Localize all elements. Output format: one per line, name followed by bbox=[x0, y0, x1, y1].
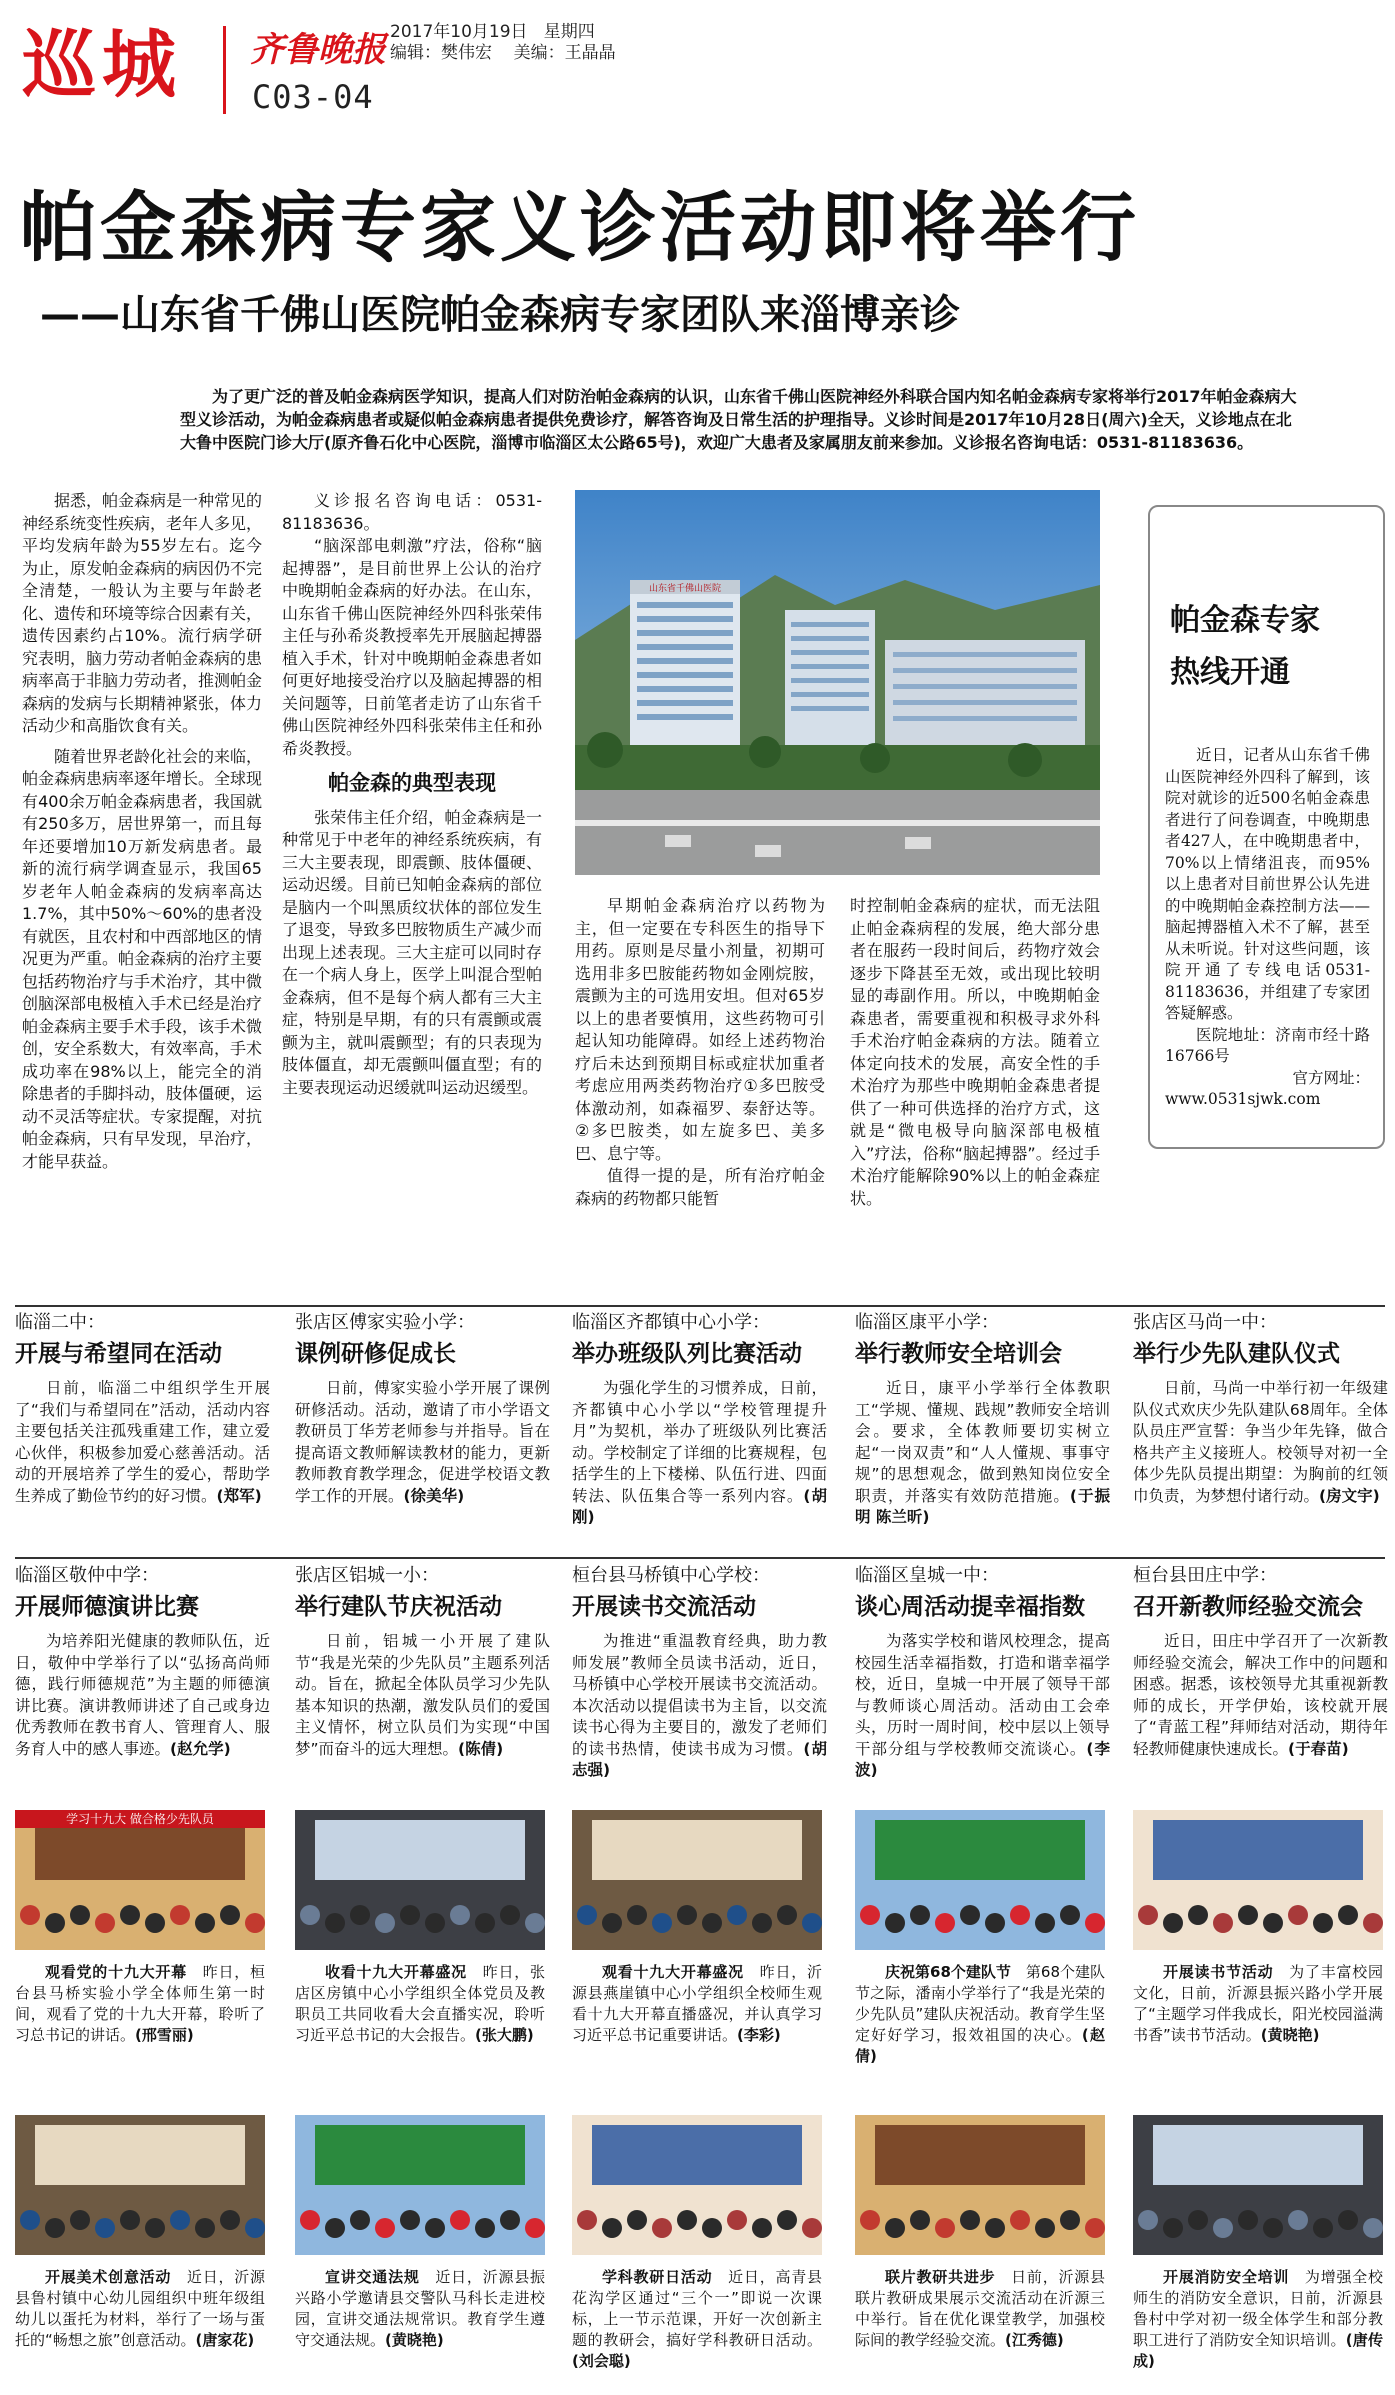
caption-text: 昨日，桓台县马桥实验小学全体师生第一时间，观看了党的十九大开幕，聆听了习总书记的讲话。 bbox=[15, 1963, 265, 2044]
masthead-meta bbox=[390, 22, 616, 64]
news-title: 举行少先队建队仪式 bbox=[1133, 1341, 1340, 1367]
news-item bbox=[572, 1565, 827, 1782]
news-credit: (郑军) bbox=[216, 1486, 262, 1505]
divider bbox=[15, 1557, 1385, 1559]
news-item bbox=[572, 1312, 827, 1529]
photo bbox=[1133, 1810, 1383, 1950]
issue-weekday: 星期四 bbox=[543, 22, 595, 42]
photo-illustration bbox=[572, 1810, 822, 1950]
hotline-text: 近日，记者从山东省千佛山医院神经外四科了解到，该院对就诊的近500名帕金森患者进行了问卷调查，中晚期患者427人，在中晚期患者中，70%以上情绪沮丧，而95%以上患者对目前世界公认先进的中晚期帕金森控制方法——脑起搏器植入术不了解，甚至从未听说。针对这些问题，该院开通了专线电话0531-81183636，并组建了专家团答疑解惑。 bbox=[1165, 746, 1370, 1022]
news-item bbox=[15, 1312, 270, 1507]
news-title: 谈心周活动提幸福指数 bbox=[855, 1594, 1085, 1620]
photo bbox=[15, 2115, 265, 2255]
divider bbox=[15, 1305, 1385, 1307]
news-credit: (赵允学) bbox=[170, 1739, 231, 1758]
news-title: 举办班级队列比赛活动 bbox=[572, 1341, 802, 1367]
news-text: 为落实学校和谐风校理念，提高校园生活幸福指数，打造和谐幸福学校，近日，皇城一中开展了领导干部与教师谈心周活动。活动由工会牵头，历时一周时间，校中层以上领导干部分组与学校教师交流谈心。 bbox=[855, 1632, 1110, 1758]
news-text: 近日，康平小学举行全体教职工“学规、懂规、践规”教师安全培训会。要求，全体教师要切实树立起“一岗双责”和“人人懂规、事事守规”的思想观念，做到熟知岗位安全职责，并落实有效防范措施。 bbox=[855, 1379, 1110, 1505]
news-text: 日前，铝城一小开展了建队节“我是光荣的少先队员”主题系列活动。旨在，掀起全体队员学习少先队基本知识的热潮，激发队员们的爱国主义情怀，树立队员们为实现“中国梦”而奋斗的远大理想。 bbox=[295, 1632, 550, 1758]
designer-credit: 美编：王晶晶 bbox=[513, 43, 616, 63]
news-text: 为培养阳光健康的教师队伍，近日，敬仲中学举行了以“弘扬高尚师德，践行师德规范”为主题的师德演讲比赛。演讲教师讲述了自己或身边优秀教师在教书育人、管理育人、服务育人中的感人事迹。 bbox=[15, 1632, 270, 1758]
photo-caption bbox=[572, 2267, 822, 2372]
caption-title: 学科教研日活动 bbox=[602, 2268, 713, 2286]
photo-caption bbox=[855, 2267, 1105, 2351]
caption-title: 开展美术创意活动 bbox=[45, 2268, 172, 2286]
news-kicker: 桓台县马桥镇中心学校： bbox=[572, 1565, 770, 1586]
photo-caption bbox=[15, 1962, 265, 2046]
news-credit: (胡刚) bbox=[572, 1486, 827, 1526]
news-title: 课例研修促成长 bbox=[295, 1341, 456, 1367]
caption-title: 庆祝第68个建队节 bbox=[885, 1963, 1011, 1981]
photo-illustration bbox=[1133, 1810, 1383, 1950]
section-heading: 帕金森的典型表现 bbox=[328, 771, 496, 795]
news-body bbox=[15, 1378, 270, 1507]
news-credit: (胡志强) bbox=[572, 1739, 827, 1779]
news-credit: (陈倩) bbox=[458, 1739, 504, 1758]
paragraph: 随着世界老龄化社会的来临，帕金森病患病率逐年增长。全球现有400余万帕金森病患者，我国就有250多万，居世界第一，而且每年还要增加10万新发病患者。最新的流行病学调查显示，我国65岁老年人帕金森病的发病率高达1.7%，其中50%～60%的患者没有就医，且农村和中西部地区的情况更为严重。帕金森病的治疗主要包括药物治疗与手术治疗，其中微创脑深部电极植入手术已经是治疗帕金森病主要手术手段，该手术微创，安全系数大，有效率高，手术成功率在98%以上，能完全的消除患者的手脚抖动，肢体僵硬，运动不灵活等症状。专家提醒，对抗帕金森病，只有早发现，早治疗，才能早获益。 bbox=[22, 746, 263, 1171]
caption-credit: (刘会聪) bbox=[572, 2352, 631, 2370]
photo-caption bbox=[572, 1962, 822, 2046]
photo-caption bbox=[855, 1962, 1105, 2067]
news-credit: (李波) bbox=[855, 1739, 1110, 1779]
caption-text: 第68个建队节之际，潘南小学举行了“我是光荣的少先队员”建队庆祝活动。教育学生坚定好好学习，报效祖国的决心。 bbox=[855, 1963, 1105, 2044]
caption-title: 收看十九大开幕盛况 bbox=[325, 1963, 467, 1981]
photo-illustration bbox=[855, 1810, 1105, 1950]
photo bbox=[572, 1810, 822, 1950]
news-item bbox=[1133, 1312, 1388, 1507]
news-body bbox=[1133, 1378, 1388, 1507]
news-body bbox=[572, 1631, 827, 1782]
article-column-3 bbox=[575, 895, 825, 1210]
caption-title: 开展读书节活动 bbox=[1163, 1963, 1274, 1981]
photo-illustration bbox=[295, 2115, 545, 2255]
news-credit: (于春苗) bbox=[1288, 1739, 1349, 1758]
caption-credit: (邢雪丽) bbox=[135, 2026, 194, 2044]
photo bbox=[1133, 2115, 1383, 2255]
photo bbox=[572, 2115, 822, 2255]
news-text: 日前，傅家实验小学开展了课例研修活动。活动，邀请了市小学语文教研员丁华芳老师参与并指导。旨在提高语文教师解读教材的能力，更新教师教育教学理念，促进学校语文教学工作的开展。 bbox=[295, 1379, 550, 1505]
photo bbox=[295, 1810, 545, 1950]
section-name: 巡城 bbox=[22, 22, 182, 108]
lead-paragraph: 为了更广泛的普及帕金森病医学知识，提高人们对防治帕金森病的认识，山东省千佛山医院神经外科联合国内知名帕金森病专家将举行2017年帕金森病大型义诊活动，为帕金森病患者或疑似帕金森病患者提供免费诊疗，解答咨询及日常生活的护理指导。义诊时间是2017年10月28日(周六)全天，义诊地点在北大鲁中医院门诊大厅(原齐鲁石化中心医院，淄博市临淄区太公路65号)，欢迎广大患者及家属朋友前来参加。义诊报名咨询电话：0531-81183636。 bbox=[180, 387, 1297, 452]
photo-caption bbox=[295, 1962, 545, 2046]
caption-text: 为了丰富校园文化，日前，沂源县振兴路小学开展了“主题学习伴我成长，阳光校园溢满书香”读书节活动。 bbox=[1133, 1963, 1383, 2044]
hotline-title-line: 热线开通 bbox=[1170, 655, 1290, 690]
news-body bbox=[1133, 1631, 1388, 1760]
news-kicker: 张店区马尚一中： bbox=[1133, 1312, 1277, 1333]
editor-credit: 编辑：樊伟宏 bbox=[390, 43, 492, 63]
hospital-photo bbox=[575, 490, 1100, 875]
article-column-1 bbox=[22, 490, 262, 1173]
caption-text: 近日，高青县花沟学区通过“三个一”即说一次课标，上一节示范课，开好一次创新主题的教研会，搞好学科教研日活动。 bbox=[572, 2268, 822, 2349]
photo-illustration bbox=[15, 1810, 265, 1950]
caption-title: 观看十九大开幕盛况 bbox=[602, 1963, 744, 1981]
news-item bbox=[295, 1312, 550, 1507]
caption-credit: (赵倩) bbox=[855, 2026, 1105, 2065]
page-number: C03-04 bbox=[252, 78, 374, 116]
photo bbox=[855, 1810, 1105, 1950]
paragraph: 张荣伟主任介绍，帕金森病是一种常见于中老年的神经系统疾病，有三大主要表现，即震颤、肢体僵硬、运动迟缓。目前已知帕金森病的部位是脑内一个叫黑质纹状体的部位发生了退变，导致多巴胺物质生产减少而出现上述表现。三大主症可以同时存在一个病人身上，医学上叫混合型帕金森病，但不是每个病人都有三大主症，特别是早期，有的只有震颤或震颤为主，就叫震颤型；有的只表现为肢体僵直，却无震颤叫僵直型；有的主要表现运动迟缓就叫运动迟缓型。 bbox=[282, 807, 542, 1097]
news-item bbox=[15, 1565, 270, 1760]
hotline-website-label: 官方网址： bbox=[1292, 1068, 1370, 1087]
photo-caption bbox=[15, 2267, 265, 2351]
caption-text: 近日，沂源县鲁村镇中心幼儿园组织中班年级组幼儿以蛋托为材料，举行了一场与蛋托的“畅想之旅”创意活动。 bbox=[15, 2268, 265, 2349]
news-kicker: 桓台县田庄中学： bbox=[1133, 1565, 1277, 1586]
news-item bbox=[855, 1565, 1110, 1782]
paragraph: “脑深部电刺激”疗法，俗称“脑起搏器”，是目前世界上公认的治疗中晚期帕金森病的好办法。在山东，山东省千佛山医院神经外四科张荣伟主任与孙希炎教授率先开展脑起搏器植入手术，针对中晚期帕金森患者如何更好地接受治疗以及脑起搏器的相关问题等，日前笔者走访了山东省千佛山医院神经外四科张荣伟主任和孙希炎教授。 bbox=[282, 536, 542, 758]
news-item bbox=[1133, 1565, 1388, 1760]
news-text: 日前，临淄二中组织学生开展了“我们与希望同在”活动，活动内容主要包括关注孤残重建工作，建立爱心伙伴，积极参加爱心慈善活动。活动的开展培养了学生的爱心，帮助学生养成了勤俭节约的好习惯。 bbox=[15, 1379, 270, 1505]
photo bbox=[15, 1810, 265, 1950]
news-title: 开展读书交流活动 bbox=[572, 1594, 756, 1620]
newspaper-name: 齐鲁晚报 bbox=[250, 30, 386, 70]
caption-title: 观看党的十九大开幕 bbox=[45, 1963, 187, 1981]
article-column-4 bbox=[850, 895, 1100, 1210]
hospital-sign: 山东省千佛山医院 bbox=[648, 584, 722, 594]
news-body bbox=[295, 1378, 550, 1507]
paragraph: 据悉，帕金森病是一种常见的神经系统变性疾病，老年人多见，平均发病年龄为55岁左右。迄今为止，原发帕金森病的病因仍不完全清楚，一般认为主要与年龄老化、遗传和环境等综合因素有关，遗传因素约占10%。流行病学研究表明，脑力劳动者帕金森病的患病率高于非脑力劳动者，推测帕金森病的发病与长期精神紧张，体力活动少和高脂饮食有关。 bbox=[22, 491, 263, 735]
caption-title: 联片教研共进步 bbox=[885, 2268, 996, 2286]
hotline-title-line: 帕金森专家 bbox=[1170, 603, 1320, 638]
news-item bbox=[295, 1565, 550, 1760]
news-text: 为推进“重温教育经典，助力教师发展”教师全员读书活动，近日，马桥镇中心学校开展读书交流活动。本次活动以提倡读书为主旨，以交流读书心得为主要目的，激发了老师们的读书热情，使读书成为习惯。 bbox=[572, 1632, 827, 1758]
news-item bbox=[855, 1312, 1110, 1529]
caption-credit: (黄晓艳) bbox=[1260, 2026, 1320, 2044]
photo-illustration bbox=[855, 2115, 1105, 2255]
news-title: 召开新教师经验交流会 bbox=[1133, 1594, 1363, 1620]
news-body bbox=[15, 1631, 270, 1760]
news-kicker: 张店区铝城一小： bbox=[295, 1565, 439, 1586]
news-credit: (徐美华) bbox=[403, 1486, 465, 1505]
news-title: 开展与希望同在活动 bbox=[15, 1341, 222, 1367]
news-text: 日前，马尚一中举行初一年级建队仪式欢庆少先队建队68周年。全体队员庄严宣誓：争当少年先锋，做合格共产主义接班人。校领导对初一全体少先队员提出期望：为胸前的红领巾负责，为梦想付诸行动。 bbox=[1133, 1379, 1388, 1505]
photo-illustration bbox=[1133, 2115, 1383, 2255]
photo-illustration bbox=[572, 2115, 822, 2255]
news-title: 开展师德演讲比赛 bbox=[15, 1594, 199, 1620]
news-credit: (于振明 陈兰昕) bbox=[855, 1486, 1110, 1526]
caption-credit: (唐家花) bbox=[195, 2331, 255, 2349]
photo-caption bbox=[295, 2267, 545, 2351]
news-kicker: 临淄二中： bbox=[15, 1312, 105, 1333]
photo bbox=[295, 2115, 545, 2255]
article-column-2 bbox=[282, 490, 542, 1099]
hospital-illustration bbox=[575, 490, 1100, 875]
caption-text: 昨日，张店区房镇中心小学组织全体党员及教职员工共同收看大会直播实况，聆听习近平总书记的大会报告。 bbox=[295, 1963, 545, 2044]
photo bbox=[855, 2115, 1105, 2255]
news-kicker: 临淄区康平小学： bbox=[855, 1312, 999, 1333]
news-title: 举行建队节庆祝活动 bbox=[295, 1594, 502, 1620]
photo-caption bbox=[1133, 1962, 1383, 2046]
caption-credit: (李彩) bbox=[737, 2026, 781, 2044]
caption-text: 昨日，沂源县燕崖镇中心小学组织全校师生观看十九大开幕直播盛况，并认真学习习近平总书记重要讲话。 bbox=[572, 1963, 822, 2044]
caption-title: 开展消防安全培训 bbox=[1163, 2268, 1290, 2286]
news-text: 近日，田庄中学召开了一次新教师经验交流会，解决工作中的问题和困惑。据悉，该校领导尤其重视新教师的成长，开学伊始，该校就开展了“青蓝工程”拜师结对活动，期待年轻教师健康快速成长。 bbox=[1133, 1632, 1388, 1758]
caption-credit: (张大鹏) bbox=[475, 2026, 534, 2044]
news-kicker: 临淄区齐都镇中心小学： bbox=[572, 1312, 770, 1333]
caption-credit: (黄晓艳) bbox=[385, 2331, 444, 2349]
paragraph: 时控制帕金森病的症状，而无法阻止帕金森病程的发展，绝大部分患者在服药一段时间后，药物疗效会逐步下降甚至无效，或出现比较明显的毒副作用。所以，中晚期帕金森患者，需要重视和积极寻求外科手术治疗帕金森病的方法。随着立体定向技术的发展，高安全性的手术治疗为那些中晚期帕金森患者提供了一种可供选择的治疗方式，这就是“微电极导向脑深部电极植入”疗法，俗称“脑起搏器”。经过手术治疗能解除90%以上的帕金森症状。 bbox=[850, 896, 1100, 1208]
hotline-title bbox=[1170, 595, 1320, 699]
caption-text: 日前，沂源县联片教研成果展示交流活动在沂源三中举行。旨在优化课堂教学，加强校际间的教学经验交流。 bbox=[855, 2268, 1105, 2349]
main-headline: 帕金森病专家义诊活动即将举行 bbox=[20, 183, 1140, 272]
paragraph: 值得一提的是，所有治疗帕金森病的药物都只能暂 bbox=[575, 1166, 825, 1208]
hotline-website: www.0531sjwk.com bbox=[1165, 1090, 1321, 1108]
news-kicker: 临淄区敬仲中学： bbox=[15, 1565, 159, 1586]
photo-banner: 学习十九大 做合格少先队员 bbox=[15, 1810, 265, 1828]
news-kicker: 张店区傅家实验小学： bbox=[295, 1312, 475, 1333]
caption-credit: (江秀德) bbox=[1005, 2331, 1064, 2349]
news-text: 为强化学生的习惯养成，日前，齐都镇中心小学以“学校管理提升月”为契机，举办了班级队列比赛活动。学校制定了详细的比赛规程，包括学生的上下楼梯、队伍行进、四面转法、队伍集合等一系列内容。 bbox=[572, 1379, 827, 1505]
photo-caption bbox=[1133, 2267, 1383, 2372]
news-body bbox=[855, 1631, 1110, 1782]
news-body bbox=[572, 1378, 827, 1529]
caption-title: 宣讲交通法规 bbox=[325, 2268, 420, 2286]
photo-illustration bbox=[15, 2115, 265, 2255]
hotline-body bbox=[1165, 745, 1370, 1111]
sub-headline: ——山东省千佛山医院帕金森病专家团队来淄博亲诊 bbox=[40, 292, 960, 338]
masthead-divider bbox=[223, 26, 226, 114]
paragraph: 早期帕金森病治疗以药物为主，但一定要在专科医生的指导下用药。原则是尽量小剂量，初期可选用非多巴胺能药物如金刚烷胺，震颤为主的可选用安坦。但对65岁以上的患者要慎用，这些药物可引起认知功能障碍。如经上述药物治疗后未达到预期目标或症状加重者考虑应用两类药物治疗①多巴胺受体激动剂，如森福罗、泰舒达等。②多巴胺类，如左旋多巴、美多巴、息宁等。 bbox=[575, 896, 825, 1163]
issue-date: 2017年10月19日 bbox=[390, 22, 528, 42]
caption-text: 近日，沂源县振兴路小学邀请县交警队马科长走进校园，宣讲交通法规常识。教育学生遵守交通法规。 bbox=[295, 2268, 545, 2349]
photo-illustration bbox=[295, 1810, 545, 1950]
caption-credit: (唐传成) bbox=[1133, 2331, 1383, 2370]
news-body bbox=[295, 1631, 550, 1760]
news-credit: (房文宇) bbox=[1319, 1486, 1380, 1505]
paragraph: 义诊报名咨询电话：0531-81183636。 bbox=[282, 491, 542, 533]
news-kicker: 临淄区皇城一中： bbox=[855, 1565, 999, 1586]
news-body bbox=[855, 1378, 1110, 1529]
hotline-address: 医院地址：济南市经十路16766号 bbox=[1165, 1025, 1370, 1065]
news-title: 举行教师安全培训会 bbox=[855, 1341, 1062, 1367]
caption-text: 为增强全校师生的消防安全意识，日前，沂源县鲁村中学对初一级全体学生和部分教职工进行了消防安全知识培训。 bbox=[1133, 2268, 1383, 2349]
